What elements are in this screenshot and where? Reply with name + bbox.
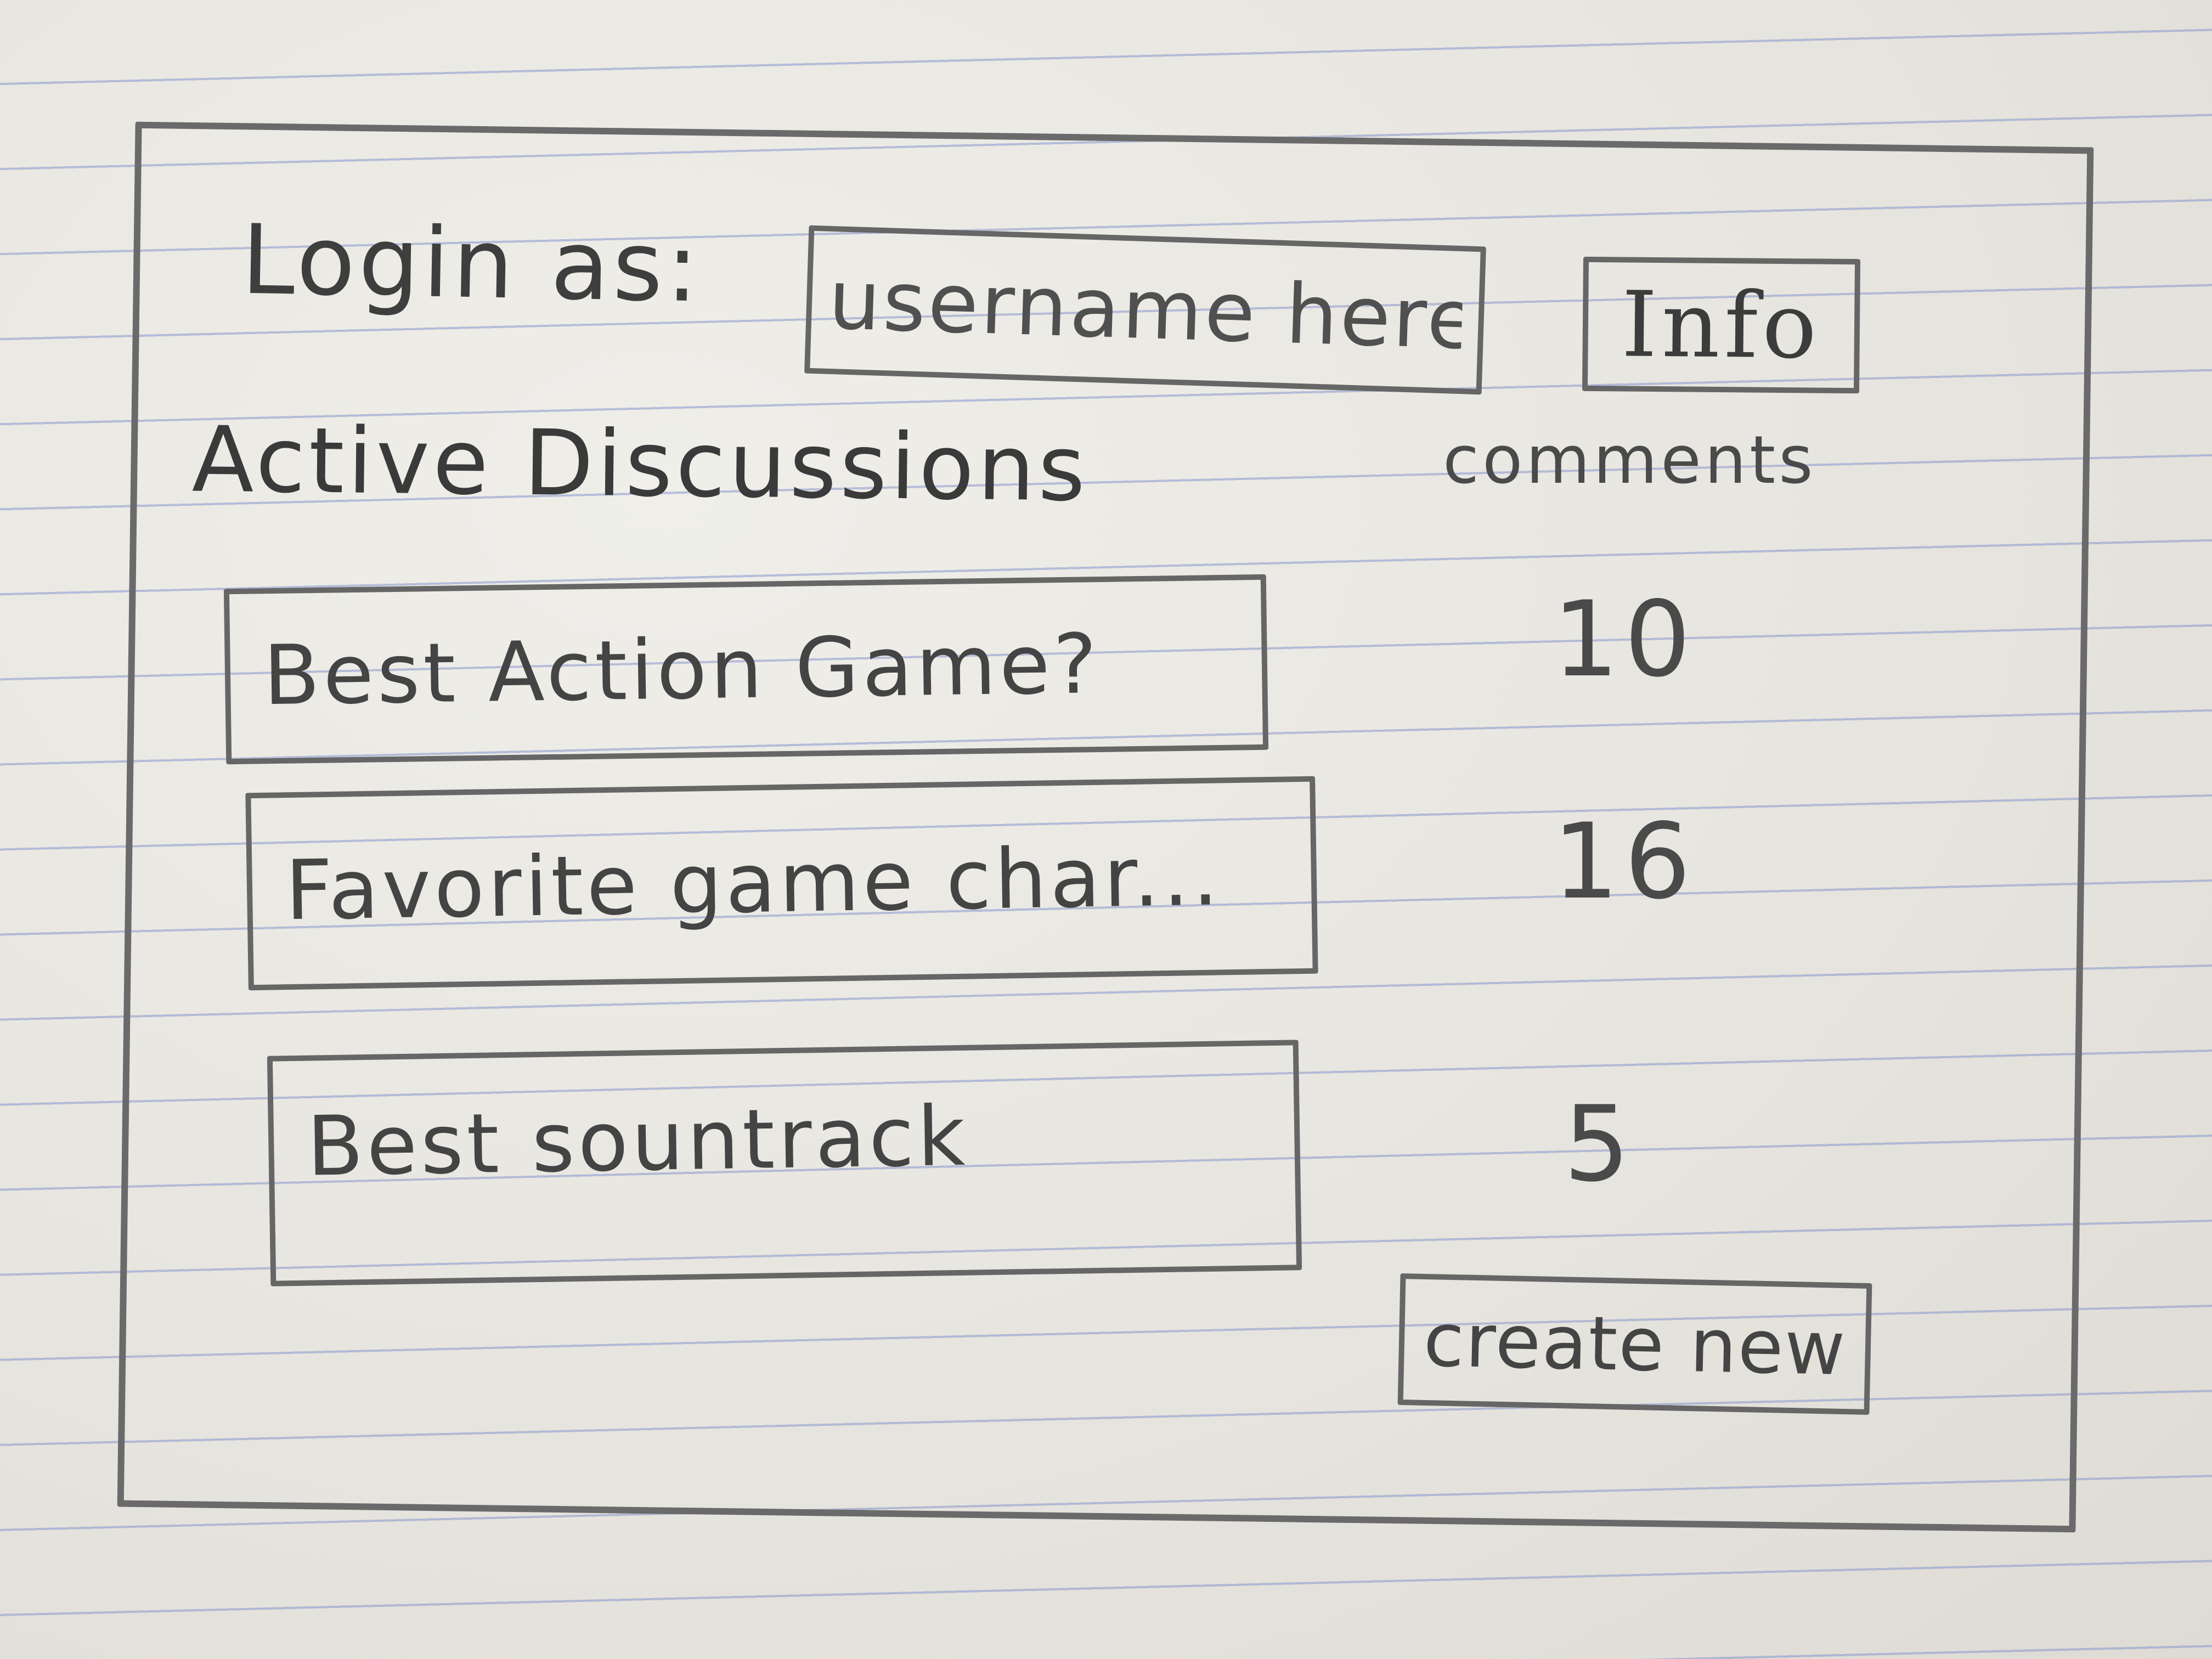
discussion-title: Favorite game char...	[284, 828, 1222, 939]
comments-column-header: comments	[1443, 422, 1816, 499]
info-button[interactable]: Info	[1582, 257, 1860, 393]
discussion-title: Best sountrack	[306, 1088, 969, 1195]
comment-count: 5	[1564, 1084, 1635, 1205]
discussion-item[interactable]	[267, 1040, 1302, 1286]
discussion-item[interactable]	[224, 574, 1268, 764]
section-title: Active Discussions	[191, 407, 1090, 522]
username-input[interactable]	[804, 225, 1486, 395]
comment-count: 16	[1553, 801, 1696, 922]
comment-count: 10	[1553, 579, 1696, 700]
discussion-item[interactable]	[245, 776, 1318, 991]
discussion-title: Best Action Game?	[262, 616, 1101, 724]
create-new-button[interactable]: create new	[1398, 1273, 1872, 1415]
login-label: Login as:	[240, 204, 703, 324]
